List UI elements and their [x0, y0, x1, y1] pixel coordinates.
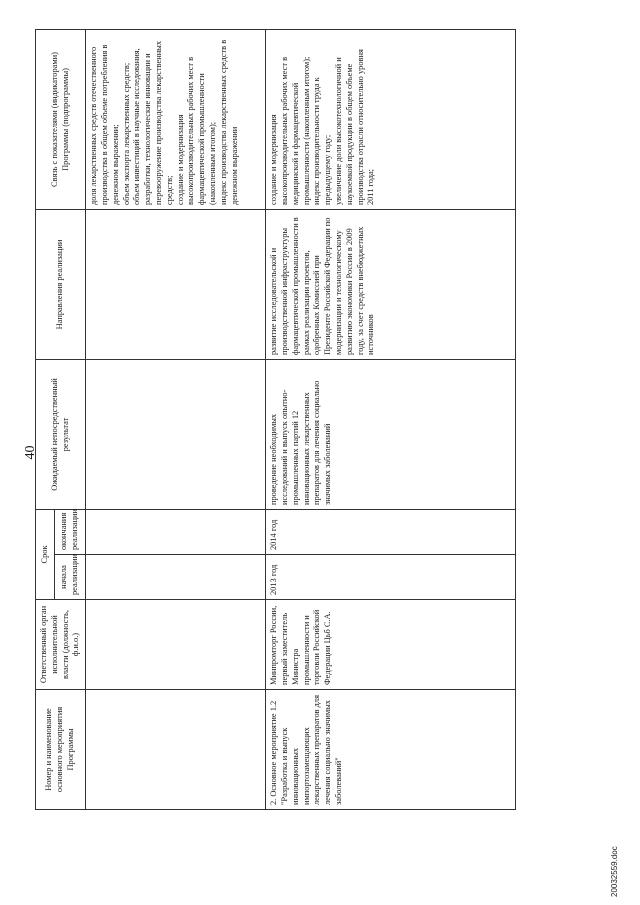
header-srok-start: начала реализации — [55, 555, 86, 600]
indicator-item: создание и модернизация высокопроизводительных рабочих мест в фармацевтической промышленности (накопленным итогом); — [175, 56, 217, 205]
indicator-item: создание и модернизация высокопроизводительных рабочих мест в медицинской и фармацевтической промышленности (накопленным итогом); — [269, 56, 311, 205]
header-responsible: Ответственный орган исполнительной власти (должность, ф.и.о.) — [36, 600, 86, 690]
indicator-item: объем инвестиций в научные исследования, разработки, технологические инновации и перевооружение производства лекарственных средств; — [132, 40, 174, 205]
cell-responsible: Минпромторг России, первый заместитель Министра промышленности и торговли Российской Федерации Цьб С.А. — [266, 600, 516, 690]
page-number: 40 — [23, 445, 38, 460]
cell-result: проведение необходимых исследований и выпуск опытно-промышленных партий 12 инновационных лекарственных препаратов для лечения социально значимых заболеваний — [266, 360, 516, 510]
cell-start: 2013 год — [266, 555, 516, 600]
header-row — [36, 30, 55, 810]
indicator-item: доля лекарственных средств отечественного производства в общем объеме потребления в денежном выражении; — [89, 44, 120, 205]
cell-end: 2014 год — [266, 510, 516, 555]
indicator-item: увеличение доли высокотехнологичной и наукоемкой продукции в общем объеме производства отрасли относительно уровня 2011 года; — [333, 49, 376, 205]
header-directions: Направления реализации — [36, 210, 86, 360]
cell-indicators-continued — [86, 30, 266, 210]
measure-number: 2. — [269, 798, 279, 805]
cell-empty — [86, 360, 266, 510]
measures-table — [35, 29, 516, 810]
header-indicators: Связь с показателями (индикаторами) Программы (подпрограммы) — [36, 30, 86, 210]
cell-empty — [86, 600, 266, 690]
indicator-item: объем экспорта лекарственных средств; — [121, 62, 131, 205]
table-row-continued — [86, 30, 266, 810]
cell-empty — [86, 510, 266, 555]
header-srok: Срок — [36, 510, 55, 600]
cell-empty — [86, 210, 266, 360]
header-result: Ожидаемый непосредственный результат — [36, 360, 86, 510]
cell-directions: развитие исследовательской и производственной инфраструктуры фармацевтической промышленности в рамках реализации проектов, одобренных Комиссией при Президенте Российской Федерации по модернизации и технологическому развитию экономики России в 2009 году, за счет средств внебюджетных источников — [266, 210, 516, 360]
cell-indicators — [266, 30, 516, 210]
table-row-measure — [266, 30, 516, 810]
measure-name: Основное мероприятие 1.2 "Разработка и выпуск инновационных импортозамещающих лекарственных препаратов для лечения социально значимых заболеваний" — [269, 695, 343, 805]
cell-empty — [86, 690, 266, 810]
footer-filename: 20032559.doc — [610, 846, 619, 897]
header-srok-end: окончания реализации — [55, 510, 86, 555]
indicator-item: индекс производства лекарственных средств в денежном выражении — [218, 39, 239, 205]
cell-empty — [86, 555, 266, 600]
cell-measure-name — [266, 690, 516, 810]
header-name: Номер и наименование основного мероприятия Программы — [36, 690, 86, 810]
indicator-item: индекс производительности труда к предыдущему году; — [312, 77, 333, 205]
